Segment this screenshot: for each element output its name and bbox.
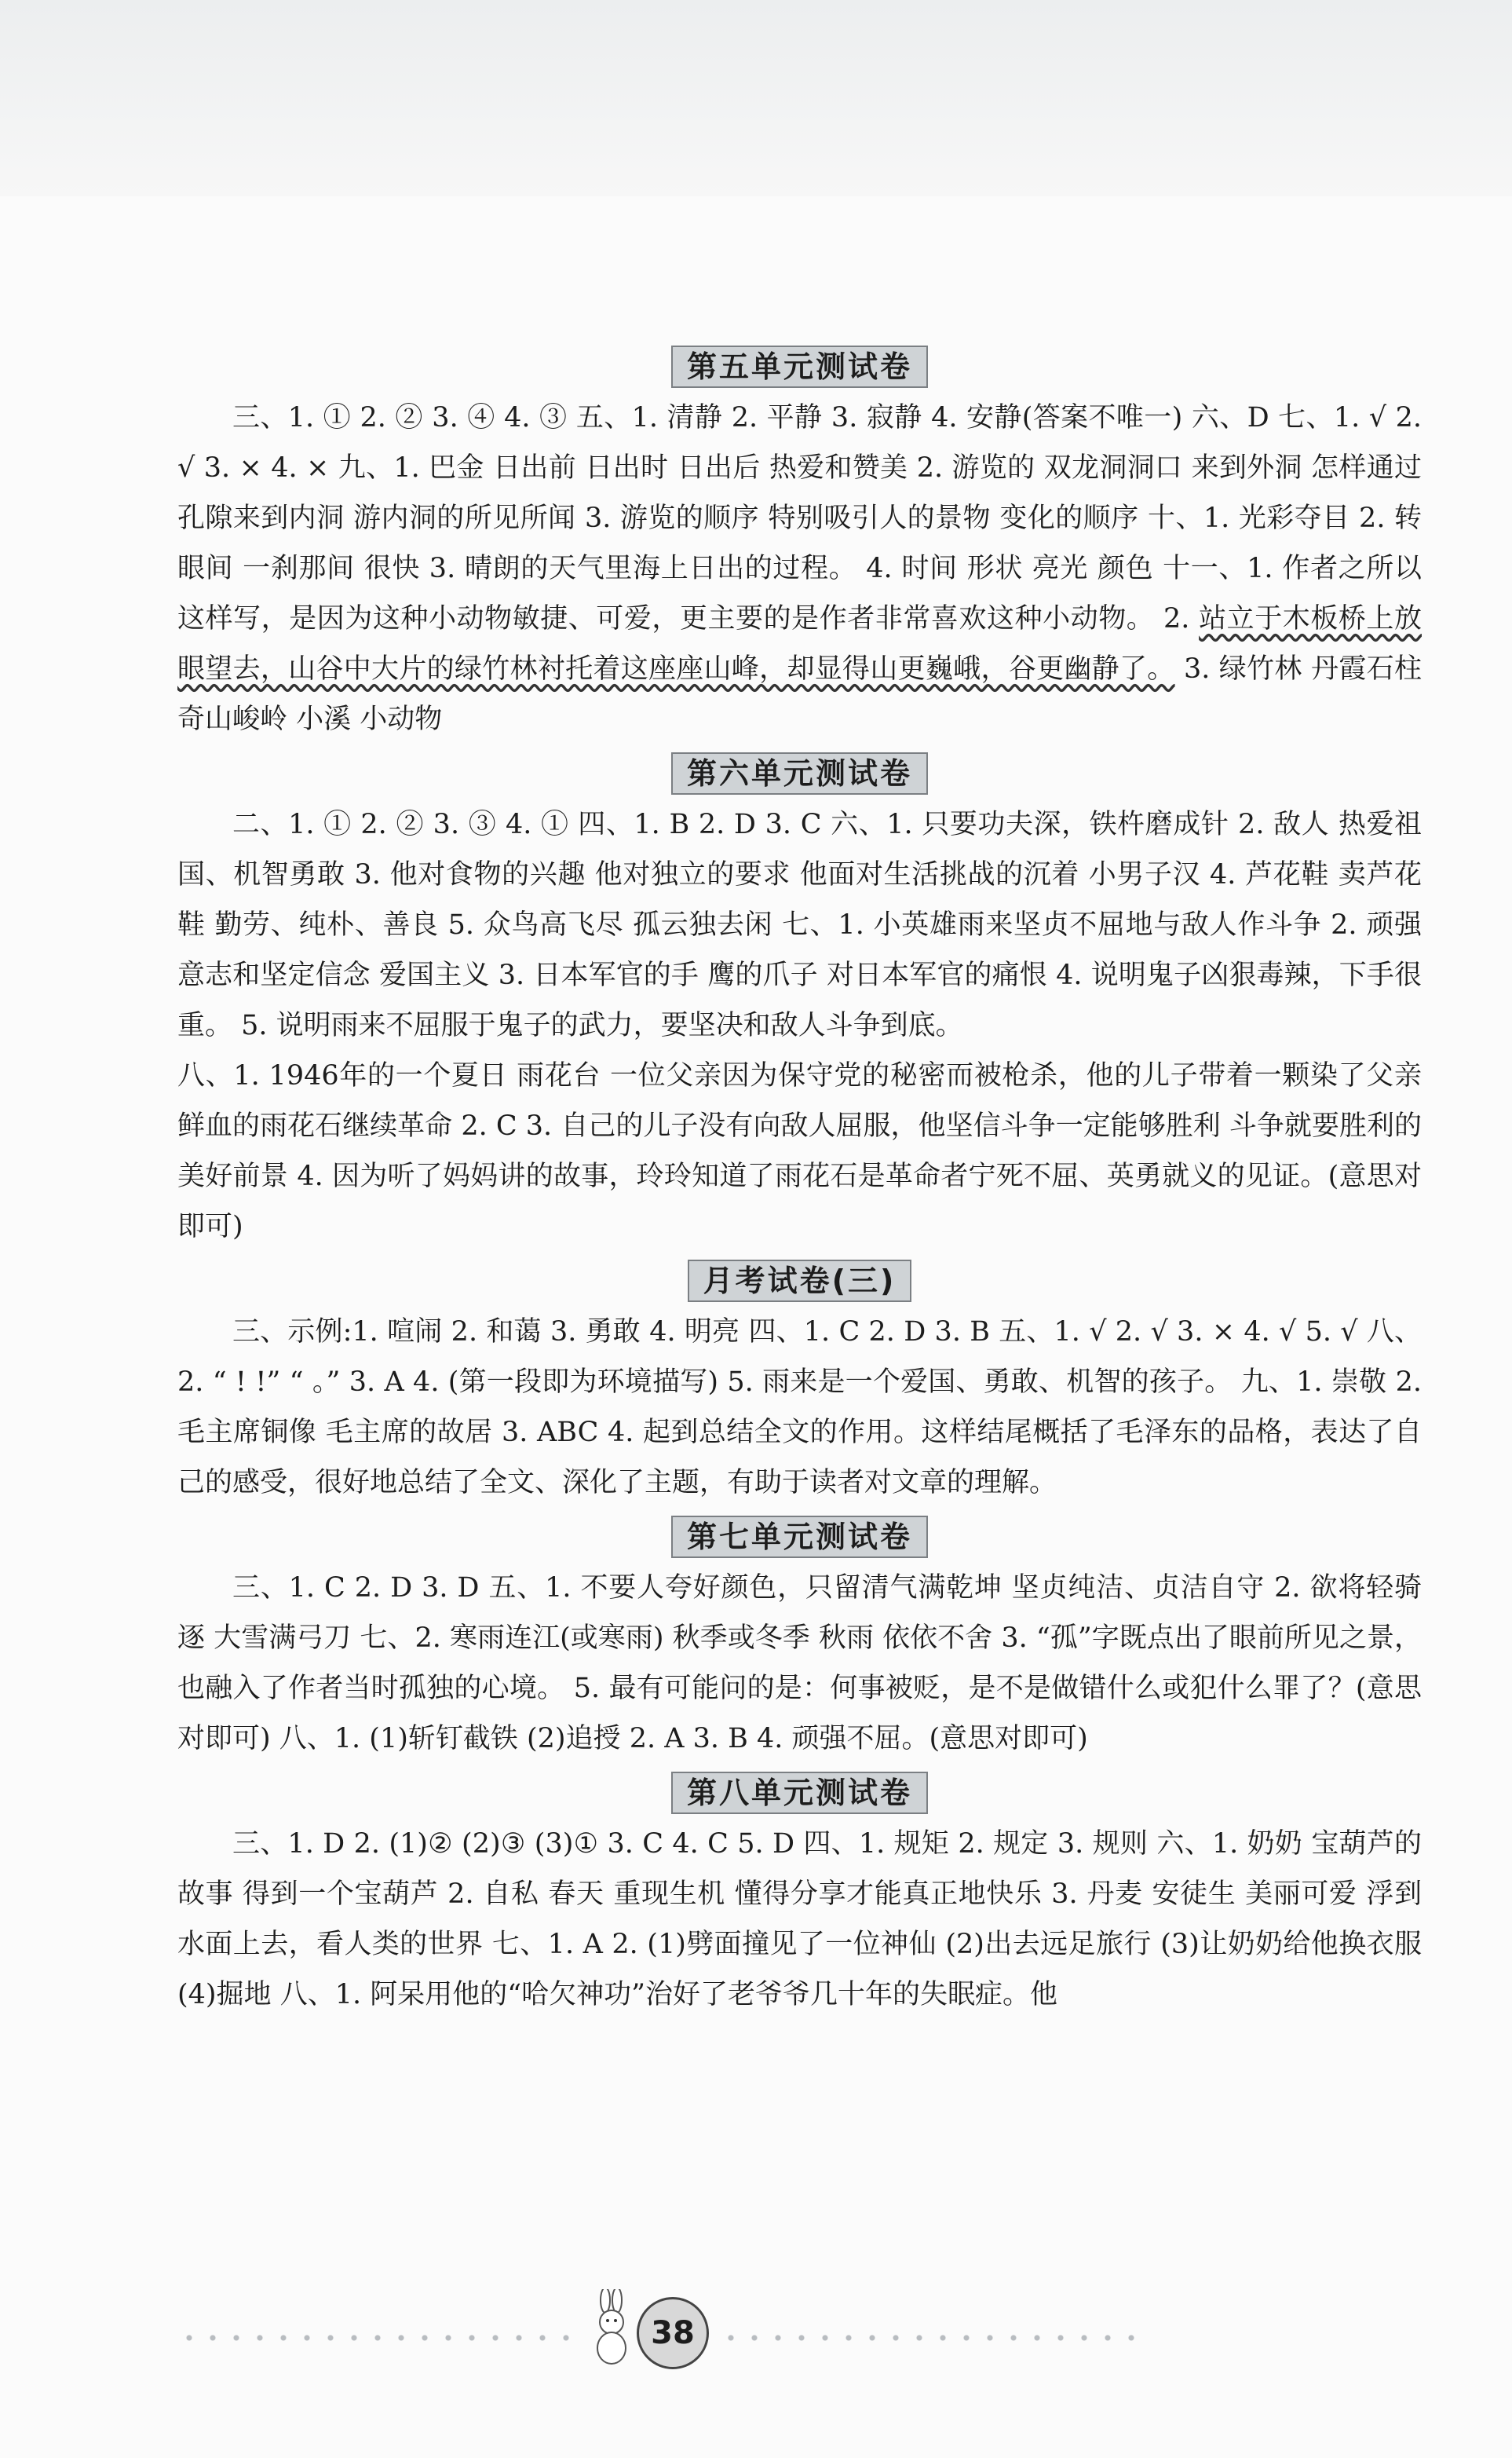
rabbit-mascot-icon: [586, 2289, 641, 2368]
footer-dots-left: [177, 2335, 578, 2341]
section-title-unit6: 第六单元测试卷: [671, 752, 928, 795]
unit5-text-before: 三、1. ① 2. ② 3. ④ 4. ③ 五、1. 清静 2. 平静 3. 寂静 4. 安静(答案不唯一) 六、D 七、1. √ 2. √ 3. × 4. × 九、1. 巴金 日出前 日出时 日出后 热爱和赞美 2. 游览的 双龙洞洞口 来到外洞 怎样通过孔隙来到内洞 游内洞的所见所闻 3. 游览的顺序 特别吸引人的景物 变化的顺序 十、1. 光彩夺目 2. 转眼间 一刹那间 很快 3. 晴朗的天气里海上日出的过程。 4. 时间 形状 亮光 颜色 十一、1. 作者之所以这样写，是因为这种小动物敏捷、可爱，更主要的是作者非常喜欢这种小动物。 2.: [177, 402, 1422, 635]
unit6-answers-part2: [177, 1051, 1422, 1252]
top-margin-band: [0, 0, 1512, 196]
section-title-unit7: 第七单元测试卷: [671, 1516, 928, 1558]
monthly3-answers: [177, 1307, 1422, 1508]
unit7-answers: [177, 1563, 1422, 1764]
page-number: 38: [637, 2297, 709, 2369]
unit6-text-section8: 八、1. 1946年的一个夏日 雨花台 一位父亲因为保守党的秘密而被枪杀，他的儿子带着一颗染了父亲鲜血的雨花石继续革命 2. C 3. 自己的儿子没有向敌人屈服，他坚信斗争一定能够胜利 斗争就要胜利的美好前景 4. 因为听了妈妈讲的故事，玲玲知道了雨花石是革命者宁死不屈、英勇就义的见证。(意思对即可): [177, 1060, 1422, 1242]
section-heading-row: [177, 1252, 1422, 1307]
page-footer: [177, 2297, 1151, 2360]
monthly3-text: 三、示例:1. 喧闹 2. 和蔼 3. 勇敢 4. 明亮 四、1. C 2. D 3. B 五、1. √ 2. √ 3. × 4. √ 5. √ 八、2. “ ! !” “ 。” 3. A 4. (第一段即为环境描写) 5. 雨来是一个爱国、勇敢、机智的孩子。 九、1. 崇敬 2. 毛主席铜像 毛主席的故居 3. ABC 4. 起到总结全文的作用。这样结尾概括了毛泽东的品格，表达了自己的感受，很好地总结了全文、深化了主题，有助于读者对文章的理解。: [177, 1316, 1422, 1498]
section-heading-row: [177, 744, 1422, 799]
unit5-answers: [177, 393, 1422, 744]
section-heading-row: [177, 1764, 1422, 1819]
unit8-answers: [177, 1819, 1422, 2020]
unit5-wavy-underlined-answer: 站立于木板桥上放眼望去，山谷中大片的绿竹林衬托着这座座山峰，却显得山更巍峨，谷更幽静了。: [177, 603, 1422, 685]
unit7-text: 三、1. C 2. D 3. D 五、1. 不要人夸好颜色，只留清气满乾坤 坚贞纯洁、贞洁自守 2. 欲将轻骑逐 大雪满弓刀 七、2. 寒雨连江(或寒雨) 秋季或冬季 秋雨 依依不舍 3. “孤”字既点出了眼前所见之景，也融入了作者当时孤独的心境。 5. 最有可能问的是：何事被贬，是不是做错什么或犯什么罪了？(意思对即可) 八、1. (1)斩钉截铁 (2)追授 2. A 3. B 4. 顽强不屈。(意思对即可): [177, 1572, 1422, 1754]
section-title-monthly3: 月考试卷(三): [688, 1260, 912, 1302]
unit8-text: 三、1. D 2. (1)② (2)③ (3)① 3. C 4. C 5. D 四、1. 规矩 2. 规定 3. 规则 六、1. 奶奶 宝葫芦的故事 得到一个宝葫芦 2. 自私 春天 重现生机 懂得分享才能真正地快乐 3. 丹麦 安徒生 美丽可爱 浮到水面上去，看人类的世界 七、1. A 2. (1)劈面撞见了一位神仙 (2)出去远足旅行 (3)让奶奶给他换衣服 (4)掘地 八、1. 阿呆用他的“哈欠神功”治好了老爷爷几十年的失眠症。他: [177, 1828, 1422, 2010]
answer-key-content: [177, 338, 1422, 2020]
section-title-unit5: 第五单元测试卷: [671, 346, 928, 388]
section-title-unit8: 第八单元测试卷: [671, 1772, 928, 1814]
section-heading-row: [177, 338, 1422, 393]
unit6-answers-part1: [177, 799, 1422, 1051]
unit5-text-after: 3. 绿竹林 丹霞石柱 奇山峻岭 小溪 小动物: [177, 653, 1422, 735]
section-heading-row: [177, 1508, 1422, 1563]
unit6-text: 二、1. ① 2. ② 3. ③ 4. ① 四、1. B 2. D 3. C 六、1. 只要功夫深，铁杵磨成针 2. 敌人 热爱祖国、机智勇敢 3. 他对食物的兴趣 他对独立的要求 他面对生活挑战的沉着 小男子汉 4. 芦花鞋 卖芦花鞋 勤劳、纯朴、善良 5. 众鸟高飞尽 孤云独去闲 七、1. 小英雄雨来坚贞不屈地与敌人作斗争 2. 顽强意志和坚定信念 爱国主义 3. 日本军官的手 鹰的爪子 对日本军官的痛恨 4. 说明鬼子凶狠毒辣，下手很重。 5. 说明雨来不屈服于鬼子的武力，要坚决和敌人斗争到底。: [177, 809, 1422, 1041]
footer-dots-right: [719, 2335, 1143, 2341]
